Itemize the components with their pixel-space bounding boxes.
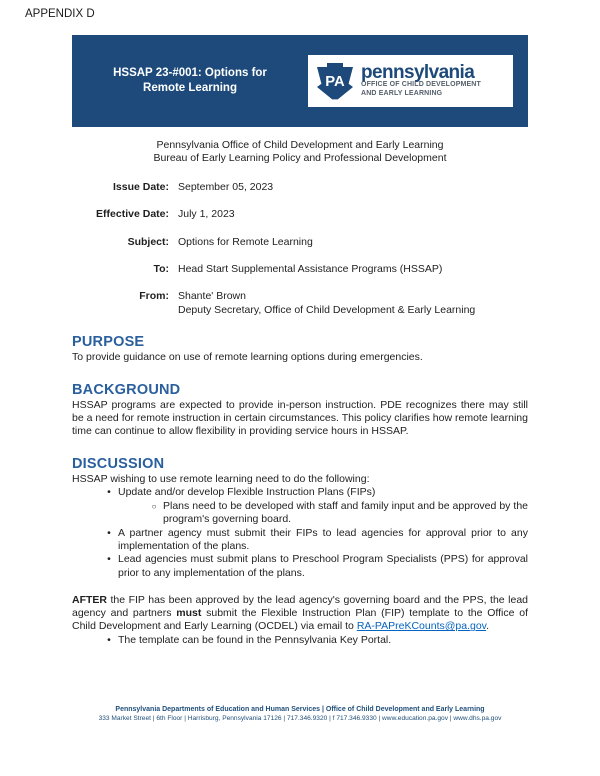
discussion-bullet-1-sub-text: Plans need to be developed with staff and family input and be approved by the program's governing board. xyxy=(163,499,528,526)
effective-date-value: July 1, 2023 xyxy=(178,208,235,221)
bullet-icon: • xyxy=(107,633,111,646)
meta-row-effective-date xyxy=(72,208,528,221)
email-link[interactable]: RA-PAPreKCounts@pa.gov xyxy=(356,620,487,633)
discussion-bullet-1-text: Update and/or develop Flexible Instruction Plans (FIPs) xyxy=(118,486,376,499)
memo-metadata xyxy=(72,181,528,317)
discussion-bullet-3 xyxy=(72,553,528,580)
discussion-bullet-3-text: Lead agencies must submit plans to Preschool Program Specialists (PPS) for approval prior to any implementation of the plans. xyxy=(118,553,528,579)
keystone-icon xyxy=(315,60,355,102)
purpose-paragraph: To provide guidance on use of remote learning options during emergencies. xyxy=(72,351,423,364)
after-text-3: . xyxy=(486,620,490,633)
background-heading: BACKGROUND xyxy=(72,381,181,398)
logo-subtitle-line2: AND EARLY LEARNING xyxy=(361,89,443,97)
footer-departments-line: Pennsylvania Departments of Education and Human Services | Office of Child Development and Early Learning xyxy=(115,706,485,713)
memo-title xyxy=(72,35,308,127)
organization-line2: Bureau of Early Learning Policy and Professional Development xyxy=(153,152,447,165)
organization-line1: Pennsylvania Office of Child Development and Early Learning xyxy=(156,139,444,151)
must-bold-word: must xyxy=(176,606,202,619)
bullet-icon: • xyxy=(107,486,111,499)
from-value xyxy=(178,290,475,317)
from-label: From: xyxy=(139,290,169,303)
logo-wordmark xyxy=(361,64,481,98)
after-paragraph xyxy=(72,594,528,634)
discussion-intro: HSSAP wishing to use remote learning need to do the following: xyxy=(72,472,370,485)
issue-date-value: September 05, 2023 xyxy=(178,180,274,193)
purpose-heading: PURPOSE xyxy=(72,334,145,351)
logo-subtitle-line1: OFFICE OF CHILD DEVELOPMENT xyxy=(361,81,481,88)
logo-brand-text: pennsylvania xyxy=(361,62,475,83)
discussion-heading: DISCUSSION xyxy=(72,455,165,472)
subject-label: Subject: xyxy=(127,235,169,248)
appendix-label: APPENDIX D xyxy=(25,8,95,20)
bullet-icon: • xyxy=(107,553,111,566)
bullet-icon: • xyxy=(107,526,111,539)
to-value: Head Start Supplemental Assistance Programs (HSSAP) xyxy=(178,263,443,276)
issue-date-label: Issue Date: xyxy=(112,180,169,193)
discussion-bullet-1-sub xyxy=(72,500,528,527)
organization-lines xyxy=(72,139,528,166)
meta-row-to xyxy=(72,263,528,276)
meta-row-from xyxy=(72,290,528,317)
header-banner xyxy=(72,35,528,127)
memo-body xyxy=(72,139,528,647)
meta-row-subject xyxy=(72,236,528,249)
after-bold-word: AFTER xyxy=(72,593,107,606)
meta-row-issue-date xyxy=(72,181,528,194)
memo-title-line1: HSSAP 23-#001: Options for xyxy=(113,67,267,79)
memo-title-line2: Remote Learning xyxy=(143,82,237,94)
subject-value: Options for Remote Learning xyxy=(178,235,313,248)
background-paragraph: HSSAP programs are expected to provide in-person instruction. PDE recognizes there may still be a need for remote instruction in certain circumstances. This policy clarifies how remote learning time can continue to allow flexibility in providing service hours in HSSAP. xyxy=(72,398,528,438)
after-text-2: submit the Flexible Instruction Plan (FIP) template to the Office of Child Development and Early Learning (OCDEL) via email to xyxy=(72,606,528,633)
discussion-bullet-1 xyxy=(72,486,528,499)
after-text-1: the FIP has been approved by the lead agency's governing board and the PPS, the lead agency and partners xyxy=(72,593,528,619)
template-bullet xyxy=(72,634,528,647)
pa-ocdel-logo xyxy=(308,55,513,107)
circle-bullet-icon: ○ xyxy=(151,501,157,511)
to-label: To: xyxy=(153,263,169,276)
effective-date-label: Effective Date: xyxy=(96,208,169,221)
from-name: Shante' Brown xyxy=(178,290,246,303)
keystone-pa-text: PA xyxy=(325,74,345,91)
discussion-bullet-2 xyxy=(72,527,528,554)
discussion-bullet-2-text: A partner agency must submit their FIPs to lead agencies for approval prior to any implementation of the plans. xyxy=(118,526,528,552)
template-bullet-text: The template can be found in the Pennsylvania Key Portal. xyxy=(118,633,392,646)
letterhead-footer xyxy=(0,705,600,723)
from-title: Deputy Secretary, Office of Child Development & Early Learning xyxy=(178,303,476,316)
footer-address-line: 333 Market Street | 6th Floor | Harrisburg, Pennsylvania 17126 | 717.346.9320 | f 717.346.9330 | www.education.pa.gov | www.dhs.pa.gov xyxy=(98,715,502,722)
